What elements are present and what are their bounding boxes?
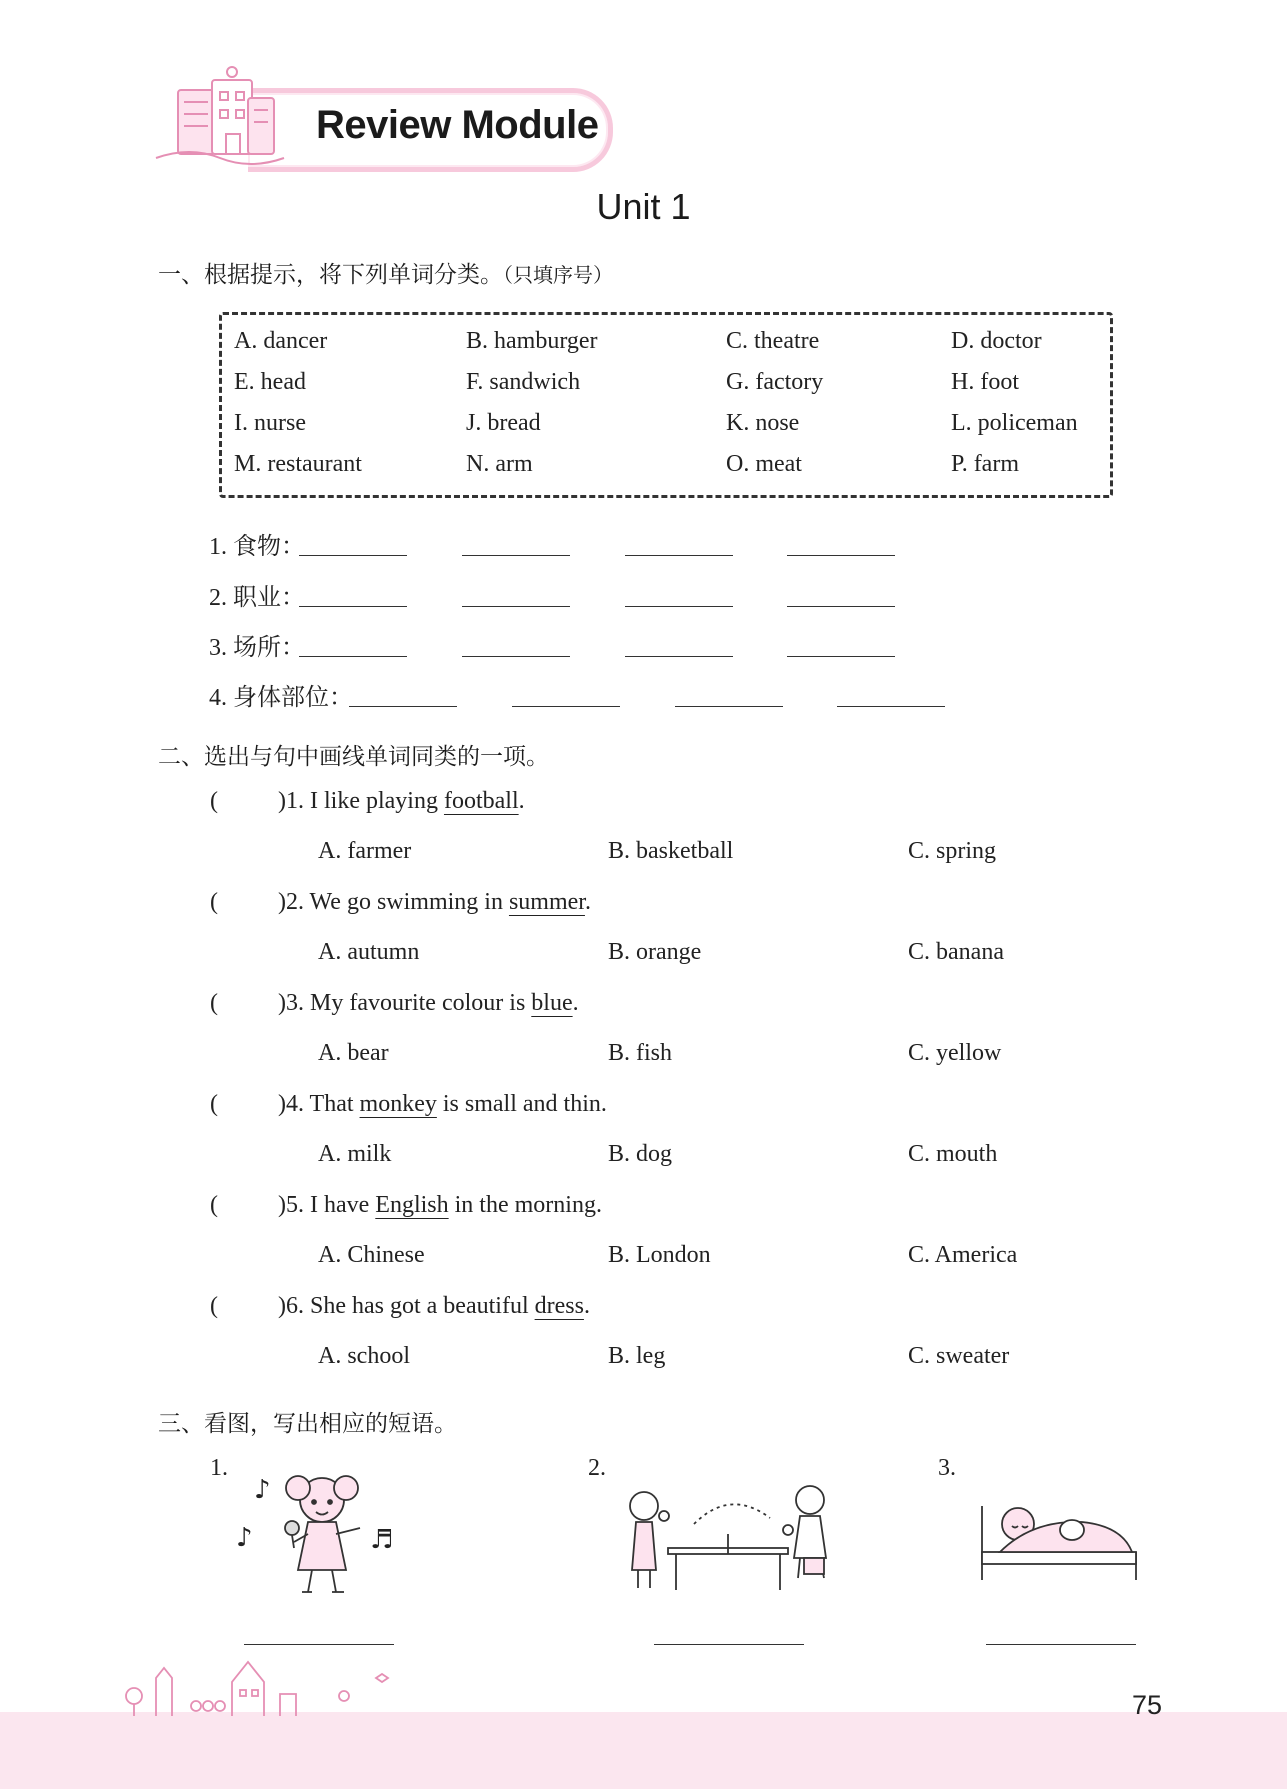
- question-text: .: [572, 990, 579, 1016]
- underlined-word: football: [443, 788, 519, 814]
- category-label-body: 4. 身体部位：: [209, 685, 353, 711]
- option-c: C. mouth: [908, 1141, 998, 1167]
- ping-pong-illustration-icon: [620, 1478, 840, 1598]
- underlined-word: dress: [534, 1293, 584, 1319]
- answer-paren[interactable]: (: [210, 990, 218, 1016]
- underlined-word: monkey: [359, 1091, 437, 1117]
- answer-blank[interactable]: [462, 606, 570, 607]
- word-item: P. farm: [951, 451, 1019, 477]
- option-a: A. milk: [318, 1141, 392, 1167]
- question-text: )1. I like playing: [278, 788, 444, 814]
- option-c: C. sweater: [908, 1343, 1010, 1369]
- underlined-word: blue: [531, 990, 573, 1016]
- word-item: A. dancer: [234, 328, 328, 354]
- answer-blank[interactable]: [512, 706, 620, 707]
- word-item: E. head: [234, 369, 306, 395]
- answer-blank[interactable]: [625, 606, 733, 607]
- underlined-word: summer: [508, 889, 585, 915]
- category-label-jobs: 2. 职业：: [209, 585, 305, 611]
- section1-heading-text: 一、根据提示，将下列单词分类。: [158, 262, 503, 288]
- option-b: B. dog: [608, 1141, 673, 1167]
- question-text: is small and thin.: [436, 1091, 607, 1117]
- building-illustration-icon: [150, 62, 290, 172]
- option-a: A. farmer: [318, 838, 412, 864]
- question-text: in the morning.: [448, 1192, 602, 1218]
- answer-blank[interactable]: [787, 555, 895, 556]
- word-item: F. sandwich: [466, 369, 581, 395]
- word-item: O. meat: [726, 451, 802, 477]
- answer-blank[interactable]: [299, 656, 407, 657]
- question-text: )3. My favourite colour is: [278, 990, 532, 1016]
- footer-band: [0, 1712, 1287, 1789]
- question-3: [278, 990, 579, 1017]
- question-1: [278, 788, 525, 815]
- option-b: B. fish: [608, 1040, 673, 1066]
- word-item: B. hamburger: [466, 328, 598, 354]
- word-item: C. theatre: [726, 328, 820, 354]
- answer-blank[interactable]: [462, 555, 570, 556]
- question-text: )4. That: [278, 1091, 360, 1117]
- answer-paren[interactable]: (: [210, 889, 218, 915]
- section1-heading: [158, 256, 613, 289]
- question-text: .: [518, 788, 525, 814]
- option-c: C. America: [908, 1242, 1018, 1268]
- answer-blank[interactable]: [462, 656, 570, 657]
- town-illustration-icon: [120, 1654, 400, 1718]
- picture-number: 1.: [210, 1455, 228, 1481]
- option-c: C. yellow: [908, 1040, 1002, 1066]
- word-item: N. arm: [466, 451, 533, 477]
- answer-blank[interactable]: [787, 606, 895, 607]
- word-item: H. foot: [951, 369, 1019, 395]
- word-item: L. policeman: [951, 410, 1078, 436]
- answer-paren[interactable]: (: [210, 1293, 218, 1319]
- page-number: 75: [1132, 1690, 1163, 1720]
- answer-blank[interactable]: [654, 1644, 804, 1645]
- answer-blank[interactable]: [986, 1644, 1136, 1645]
- answer-paren[interactable]: (: [210, 1192, 218, 1218]
- picture-number: 2.: [588, 1455, 606, 1481]
- category-label-food: 1. 食物：: [209, 534, 305, 560]
- girl-sleeping-illustration-icon: [972, 1492, 1147, 1592]
- music-note-icon: ♬: [370, 1525, 394, 1555]
- module-title: Review Module: [316, 103, 599, 147]
- answer-blank[interactable]: [349, 706, 457, 707]
- option-a: A. Chinese: [318, 1242, 425, 1268]
- question-4: [278, 1091, 607, 1118]
- section1-note: （只填序号）: [503, 263, 613, 287]
- option-b: B. orange: [608, 939, 702, 965]
- word-item: I. nurse: [234, 410, 306, 436]
- question-text: )2. We go swimming in: [278, 889, 509, 915]
- word-item: K. nose: [726, 410, 800, 436]
- category-label-places: 3. 场所：: [209, 635, 305, 661]
- question-text: )6. She has got a beautiful: [278, 1293, 535, 1319]
- section3-heading: 三、看图，写出相应的短语。: [158, 1411, 457, 1437]
- answer-blank[interactable]: [299, 555, 407, 556]
- option-b: B. basketball: [608, 838, 734, 864]
- answer-blank[interactable]: [625, 555, 733, 556]
- music-note-icon: ♪: [236, 1523, 253, 1553]
- word-item: J. bread: [466, 410, 541, 436]
- question-6: [278, 1293, 590, 1320]
- option-b: B. London: [608, 1242, 711, 1268]
- answer-paren[interactable]: (: [210, 788, 218, 814]
- unit-title: Unit 1: [596, 186, 691, 227]
- music-note-icon: ♪: [254, 1475, 271, 1505]
- word-item: M. restaurant: [234, 451, 362, 477]
- girl-singing-illustration-icon: [232, 1462, 402, 1602]
- answer-blank[interactable]: [837, 706, 945, 707]
- underlined-word: English: [375, 1192, 449, 1218]
- answer-blank[interactable]: [787, 656, 895, 657]
- answer-paren[interactable]: (: [210, 1091, 218, 1117]
- answer-blank[interactable]: [675, 706, 783, 707]
- option-a: A. bear: [318, 1040, 389, 1066]
- option-b: B. leg: [608, 1343, 666, 1369]
- question-text: .: [584, 889, 591, 915]
- word-item: G. factory: [726, 369, 824, 395]
- option-c: C. spring: [908, 838, 997, 864]
- word-item: D. doctor: [951, 328, 1042, 354]
- question-2: [278, 889, 591, 916]
- answer-blank[interactable]: [625, 656, 733, 657]
- option-a: A. school: [318, 1343, 410, 1369]
- picture-number: 3.: [938, 1455, 956, 1481]
- question-text: .: [583, 1293, 590, 1319]
- question-5: [278, 1192, 602, 1219]
- option-c: C. banana: [908, 939, 1004, 965]
- question-text: )5. I have: [278, 1192, 376, 1218]
- answer-blank[interactable]: [299, 606, 407, 607]
- answer-blank[interactable]: [244, 1644, 394, 1645]
- option-a: A. autumn: [318, 939, 420, 965]
- section2-heading: 二、选出与句中画线单词同类的一项。: [158, 744, 549, 770]
